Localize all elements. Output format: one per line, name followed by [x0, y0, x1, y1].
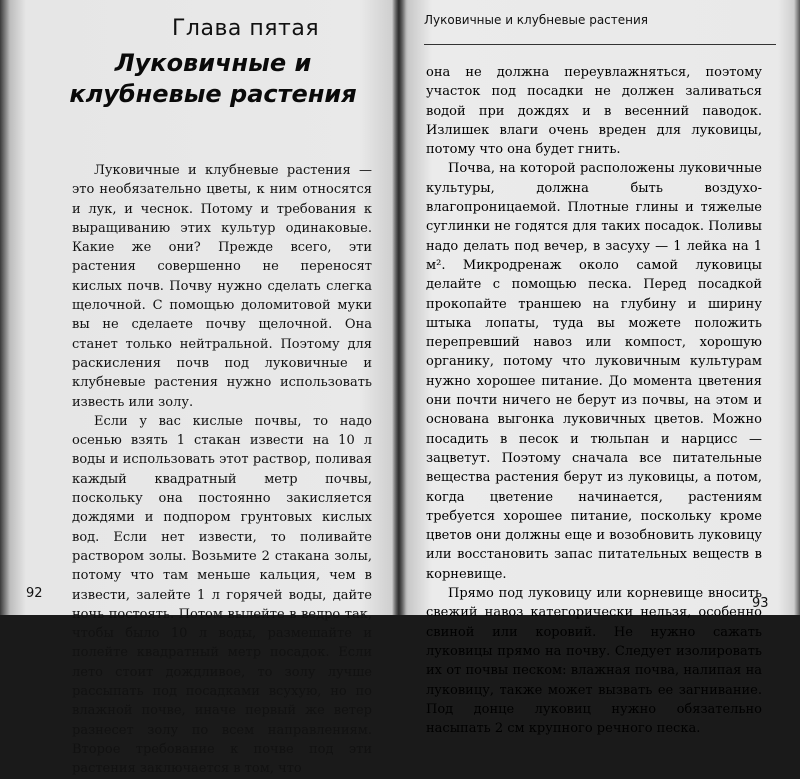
- left-paragraph-1: Луковичные и клубневые растения — это необязательно цветы, к ним относятся и лук, и чеснок. Потому и требования к выращиванию этих культур одинаковые. Какие же они? Прежде всего, эти растения совершенно не переносят кислых почв. Почву нужно сделать слегка щелочной. С помощью доломитовой муки вы не сделаете почву щелочной. Она станет только нейтральной. Поэтому для раскисления почв под луковичные и клубневые растения нужно использовать известь или золу.: [72, 163, 372, 410]
- page-number-right: 93: [752, 596, 769, 611]
- right-paragraph-2: Почва, на которой расположены луковичные культуры, должна быть воздухо-влагопроницаемой. Плотные глины и тяжелые суглинки не годятся для таких посадок. Поливы надо делать под вечер, в засуху — 1 лейка на 1 м². Микродренаж около самой луковицы делайте с помощью песка. Перед посадкой прокопайте траншею на глубину и ширину штыка лопаты, туда вы можете положить перепревший навоз или компост, хорошую органику, потому что луковичным культурам нужно хорошее питание. До момента цветения они почти ничего не берут из почвы, на этом и основана выгонка луковичных цветов. Можно посадить в песок и тюльпан и нарцисс — зацветут. Поэтому сначала все питательные вещества растения берут из луковицы, а потом, когда цветение начинается, растениям требуется хорошее питание, поскольку кроме цветов они должны еще и возобновить луковицу или восстановить запас питательных веществ в корневище.: [426, 161, 762, 582]
- chapter-title: Луковичные и клубневые растения: [69, 49, 357, 108]
- left-paragraph-2: Если у вас кислые почвы, то надо осенью взять 1 стакан извести на 10 л воды и использовать этот раствор, поливая каждый квадратный метр почвы, поскольку она постоянно закисляется дождями и подпором грунтовых кислых вод. Если нет извести, то поливайте раствором золы. Возьмите 2 стакана золы, потому что там меньше кальция, чем в извести, залейте 1 л горячей воды, дайте ночь постоять. Потом вылейте в ведро так, чтобы было 10 л воды, размешайте и полейте квадратный метр посадок. Если лето стоит дождливое, то золу лучше рассыпать под посадками всухую, но по влажной почве, иначе первый же ветер разнесет золу по всем направлениям. Второе требование к почве под эти растения заключается в том, что: [72, 413, 372, 777]
- left-page: [0, 0, 398, 777]
- left-page-body: [72, 161, 372, 779]
- right-page-body: [426, 63, 762, 738]
- book-gutter-shadow: [392, 0, 406, 615]
- right-paragraph-1: она не должна переувлажняться, поэтому участок под посадки не должен заливаться водой при дождях и в весенний паводок. Излишек влаги очень вреден для луковицы, потому что она будет гнить.: [426, 65, 762, 158]
- header-rule: [424, 44, 776, 45]
- chapter-label: Глава пятая: [172, 16, 320, 41]
- running-header: Луковичные и клубневые растения: [424, 13, 649, 27]
- page-number-left: 92: [26, 586, 43, 601]
- right-paragraph-3: Прямо под луковицу или корневище вносить свежий навоз категорически нельзя, особенно свиной или коровий. Не нужно сажать луковицы прямо на почву. Следует изолировать их от почвы песком: влажная почва, налипая на луковицу, также может вызвать ее загнивание. Под донце луковиц нужно обязательно насыпать 2 см крупного речного песка.: [426, 586, 762, 737]
